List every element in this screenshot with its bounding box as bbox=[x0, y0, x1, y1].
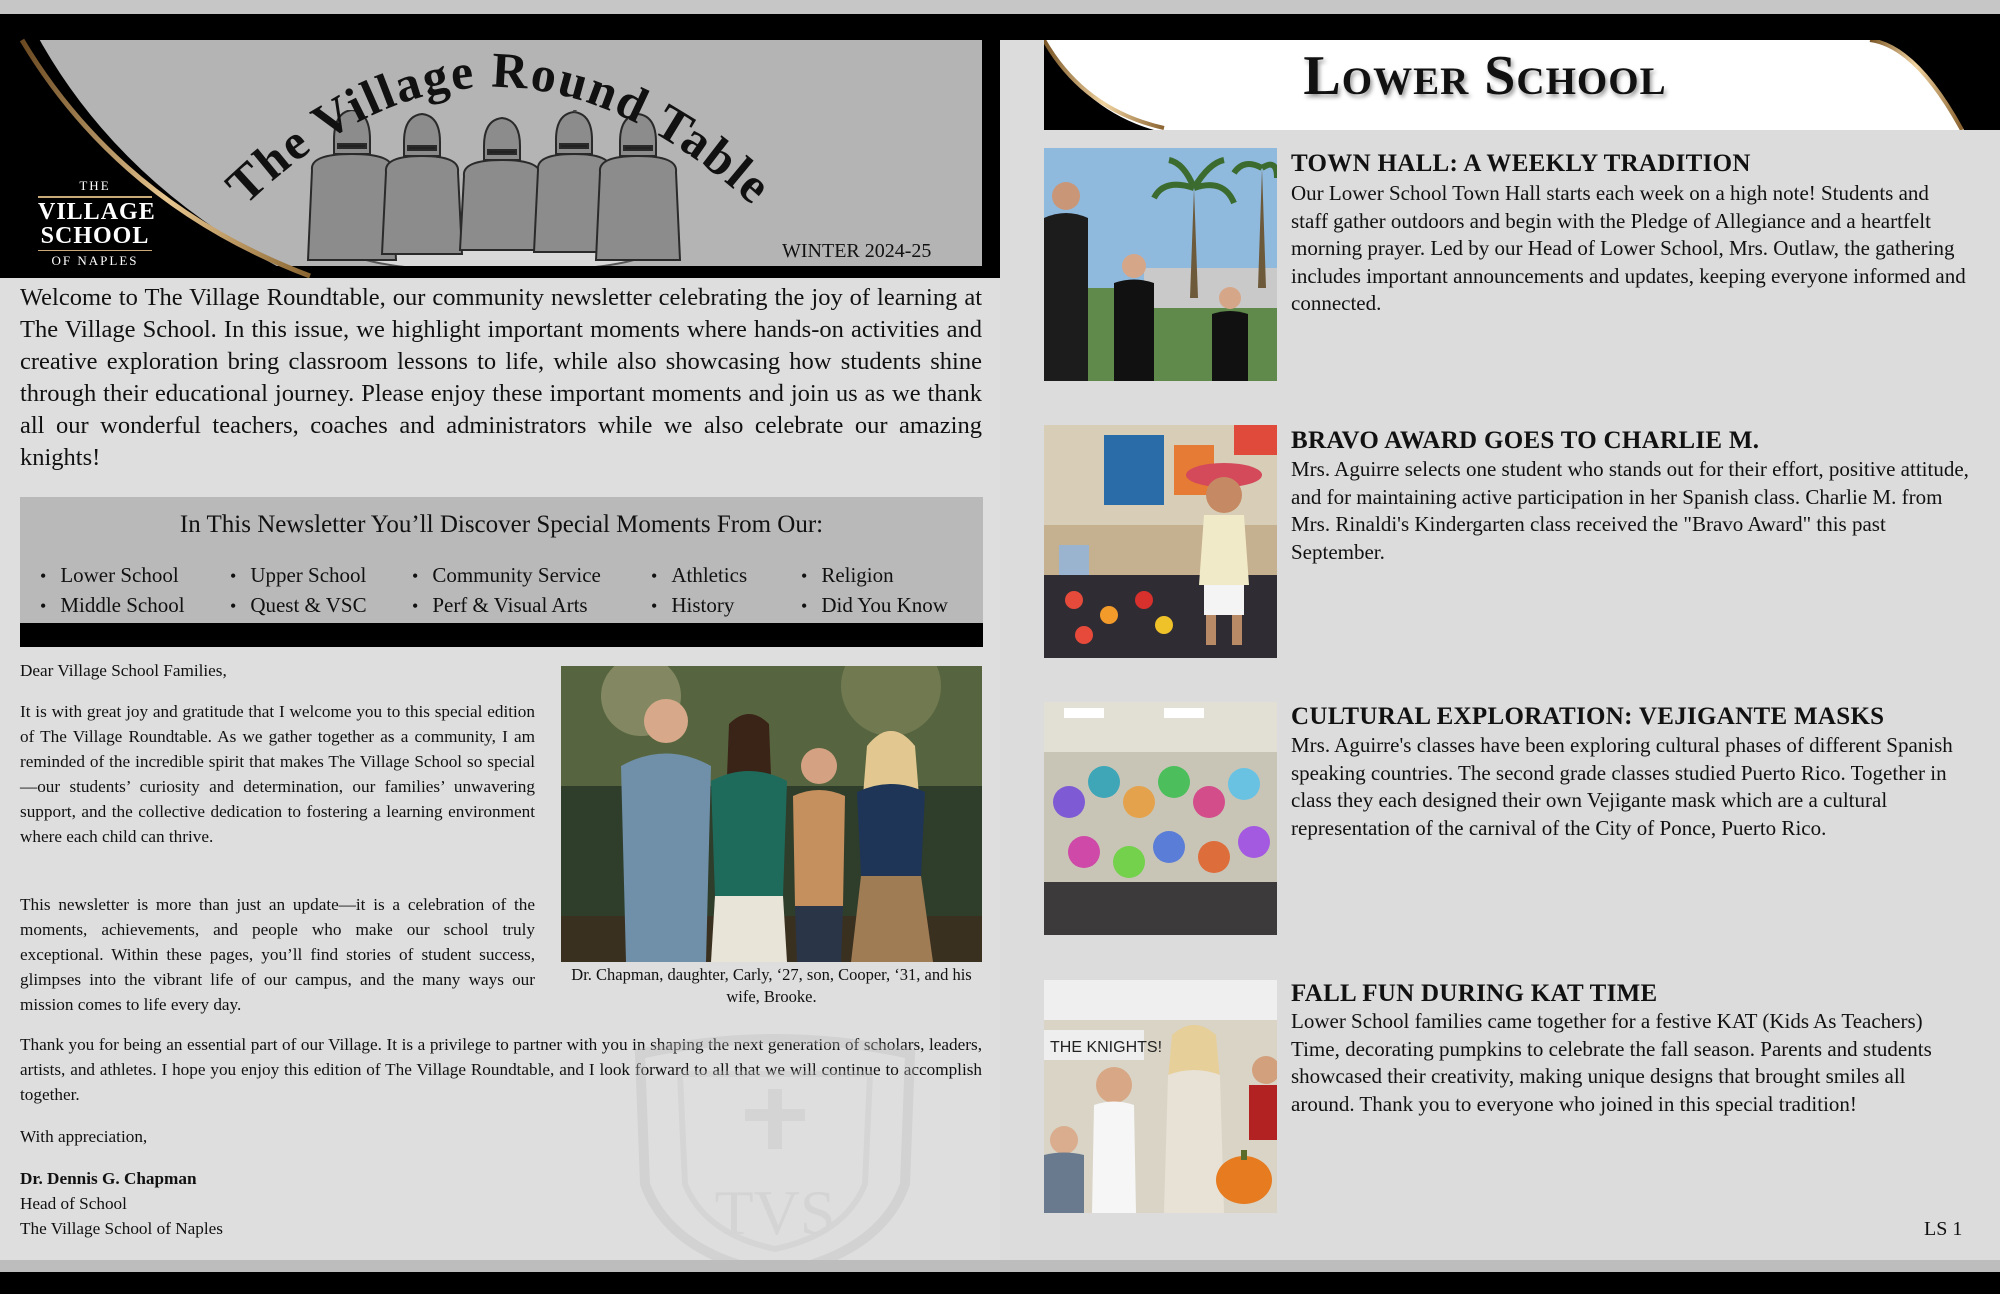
school-crest-watermark bbox=[620, 1034, 930, 1260]
article-title: CULTURAL EXPLORATION: VEJIGANTE MASKS bbox=[1291, 703, 1885, 730]
welcome-paragraph: Welcome to The Village Roundtable, our community newsletter celebrating the joy of learning at The Village School. In this issue, we highlight important moments where hands-on activities and creative exploration bring classroom lessons to life, while also showcasing how students shine through their educational journey. Please enjoy these important moments and join us as we thank all our wonderful teachers, coaches and administrators while we also celebrate our amazing knights! bbox=[20, 284, 982, 471]
highlights-box bbox=[20, 497, 983, 637]
highlight-item: • Did You Know bbox=[801, 591, 948, 621]
highlights-column bbox=[801, 561, 948, 621]
article-body: Lower School families came together for a festive KAT (Kids As Teachers) Time, decorating pumpkins to celebrate the fall season. Parents and students showcased their creativity, making unique designs that brought smiles all around. Thank you to everyone who joined in this special tradition! bbox=[1291, 1009, 1932, 1116]
highlights-column bbox=[230, 561, 367, 621]
svg-text:TVS: TVS bbox=[714, 1177, 836, 1248]
highlight-item: • Religion bbox=[801, 561, 948, 591]
highlight-item: • Middle School bbox=[40, 591, 185, 621]
newsletter-title bbox=[190, 32, 810, 242]
town-hall-photo bbox=[1044, 148, 1277, 381]
edition-label: WINTER 2024-25 bbox=[782, 240, 932, 262]
masthead bbox=[0, 14, 1000, 278]
letter-paragraph-2: This newsletter is more than just an update—it is a celebration of the moments, achievements, and people who make our school truly exceptional. Within these pages, you’ll find stories of student success, glimpses into the vibrant life of our campus, and the many ways our mission comes to life every day. bbox=[20, 895, 535, 1014]
article-title: TOWN HALL: A WEEKLY TRADITION bbox=[1291, 150, 1751, 177]
highlights-column bbox=[412, 561, 601, 621]
article-body: Mrs. Aguirre's classes have been exploring cultural phases of different Spanish speaking countries. The second grade classes studied Puerto Rico. Together in class they each designed their own Vejigante mask which are a cultural representation of the carnival of the City of Ponce, Puerto Rico. bbox=[1291, 733, 1953, 840]
letter-closing: With appreciation, bbox=[20, 1127, 148, 1146]
bottom-border bbox=[0, 1260, 2000, 1272]
newsletter-title-text: The Village Round Table bbox=[214, 41, 784, 216]
letter-paragraph-1: It is with great joy and gratitude that I welcome you to this special edition of The Village Roundtable. As we gather together as a community, I am reminded of the incredible spirit that makes The Village School so special—our students’ curiosity and determination, our families’ unwavering support, and the collective dedication to fostering a learning environment where each child can thrive. bbox=[20, 702, 535, 846]
family-photo bbox=[561, 666, 982, 962]
logo-the: THE bbox=[79, 178, 111, 193]
logo-village: VILLAGE bbox=[38, 198, 156, 225]
svg-text:THE KNIGHTS!: THE KNIGHTS! bbox=[1050, 1039, 1163, 1056]
logo-naples: OF NAPLES bbox=[51, 253, 139, 268]
letter-signer-org: The Village School of Naples bbox=[20, 1219, 223, 1238]
photo-caption: Dr. Chapman, daughter, Carly, ‘27, son, Cooper, ‘31, and his wife, Brooke. bbox=[571, 965, 972, 1006]
vejigante-masks-photo bbox=[1044, 702, 1277, 935]
article-body: Our Lower School Town Hall starts each week on a high note! Students and staff gather outdoors and begin with the Pledge of Allegiance and a heartfelt morning prayer. Led by our Head of Lower School, Mrs. Outlaw, the gathering includes important announcements and updates, keeping everyone informed and connected. bbox=[1291, 181, 1966, 315]
page-number: LS 1 bbox=[1924, 1218, 1963, 1240]
bottom-bar bbox=[0, 1272, 2000, 1294]
letter-greeting: Dear Village School Families, bbox=[20, 661, 227, 680]
highlight-item: • Upper School bbox=[230, 561, 367, 591]
logo-divider bbox=[38, 196, 152, 198]
highlight-item: • History bbox=[651, 591, 747, 621]
logo-divider bbox=[38, 250, 152, 252]
highlight-item: • Perf & Visual Arts bbox=[412, 591, 601, 621]
letter-signer: Dr. Dennis G. Chapman bbox=[20, 1169, 197, 1188]
svg-text:The Village Round Table bbox=[215, 41, 784, 215]
highlights-divider bbox=[20, 623, 983, 647]
letter-paragraph-3: Thank you for being an essential part of our Village. It is a privilege to partner with you in shaping the next generation of scholars, leaders, artists, and athletes. I hope you enjoy this edition of The Village Roundtable, and I look forward to all that we will continue to accomplish together. bbox=[20, 1035, 982, 1104]
highlights-column bbox=[651, 561, 747, 621]
article-body: Mrs. Aguirre selects one student who stands out for their effort, positive attitude, and for maintaining active participation in her Spanish class. Charlie M. from Mrs. Rinaldi's Kindergarten class received the "Bravo Award" this past September. bbox=[1291, 457, 1969, 564]
logo-school: SCHOOL bbox=[40, 222, 150, 249]
section-title: Lower School bbox=[1303, 45, 1667, 107]
top-border bbox=[0, 0, 2000, 14]
right-page bbox=[1000, 14, 2000, 1260]
school-logo bbox=[38, 174, 156, 270]
highlight-item: • Community Service bbox=[412, 561, 601, 591]
article-title: BRAVO AWARD GOES TO CHARLIE M. bbox=[1291, 427, 1760, 454]
highlight-item: • Lower School bbox=[40, 561, 185, 591]
bravo-award-photo bbox=[1044, 425, 1277, 658]
highlights-title: In This Newsletter You’ll Discover Special Moments From Our: bbox=[179, 511, 824, 538]
highlight-item: • Athletics bbox=[651, 561, 747, 591]
highlights-column bbox=[40, 561, 185, 621]
left-page bbox=[0, 14, 1000, 1260]
right-top-bar bbox=[1000, 14, 2000, 40]
highlight-item: • Quest & VSC bbox=[230, 591, 367, 621]
article-title: FALL FUN DURING KAT TIME bbox=[1291, 980, 1658, 1007]
kat-time-photo bbox=[1044, 980, 1277, 1213]
letter-signer-role: Head of School bbox=[20, 1194, 127, 1213]
